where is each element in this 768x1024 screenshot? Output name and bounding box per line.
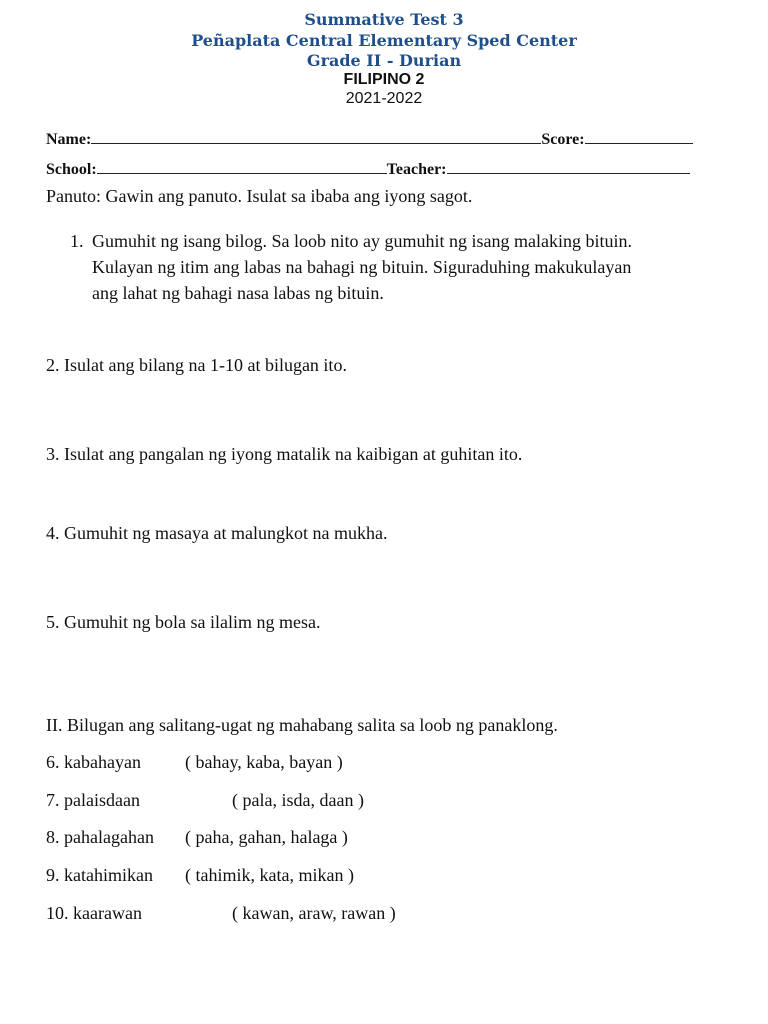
question-4: 4. Gumuhit ng masaya at malungkot na mukha. — [46, 523, 388, 543]
test-title: Summative Test 3 — [304, 10, 464, 29]
item-10-choices: ( kawan, araw, rawan ) — [232, 903, 396, 923]
question-2: 2. Isulat ang bilang na 1-10 at bilugan ito. — [46, 355, 347, 375]
item-10-word: 10. kaarawan — [46, 903, 142, 923]
school-label: School: — [46, 161, 97, 178]
school-name: Peñaplata Central Elementary Sped Center — [191, 31, 577, 50]
question-1-line-3: ang lahat ng bahagi nasa labas ng bituin. — [92, 283, 384, 303]
name-field-row — [46, 127, 693, 149]
instructions: Panuto: Gawin ang panuto. Isulat sa ibaba ang iyong sagot. — [46, 186, 473, 206]
question-5: 5. Gumuhit ng bola sa ilalim ng mesa. — [46, 612, 321, 632]
item-6-word: 6. kabahayan — [46, 752, 141, 772]
score-label: Score: — [541, 131, 585, 148]
item-7-word: 7. palaisdaan — [46, 790, 140, 810]
item-6-choices: ( bahay, kaba, bayan ) — [185, 752, 343, 772]
teacher-label: Teacher: — [386, 161, 447, 178]
subject-title: FILIPINO 2 — [343, 71, 425, 88]
grade-section: Grade II - Durian — [306, 51, 462, 70]
question-3: 3. Isulat ang pangalan ng iyong matalik na kaibigan at guhitan ito. — [46, 444, 523, 464]
school-blank[interactable] — [97, 157, 387, 174]
item-8-word: 8. pahalagahan — [46, 827, 154, 847]
school-year: 2021-2022 — [345, 90, 423, 107]
item-9-word: 9. katahimikan — [46, 865, 153, 885]
item-7-choices: ( pala, isda, daan ) — [232, 790, 364, 810]
item-8-choices: ( paha, gahan, halaga ) — [185, 827, 348, 847]
item-9-choices: ( tahimik, kata, mikan ) — [185, 865, 354, 885]
question-1-line-1: Gumuhit ng isang bilog. Sa loob nito ay gumuhit ng isang malaking bituin. — [92, 231, 632, 251]
name-blank[interactable] — [91, 127, 541, 144]
teacher-blank[interactable] — [447, 157, 690, 174]
school-field-row — [46, 157, 690, 179]
part-2-instruction: II. Bilugan ang salitang-ugat ng mahabang salita sa loob ng panaklong. — [46, 715, 558, 735]
name-label: Name: — [46, 131, 92, 148]
question-1-line-2: Kulayan ng itim ang labas na bahagi ng bituin. Siguraduhing makukulayan — [92, 257, 632, 277]
question-1-number: 1. — [70, 231, 84, 251]
score-blank[interactable] — [585, 127, 693, 144]
